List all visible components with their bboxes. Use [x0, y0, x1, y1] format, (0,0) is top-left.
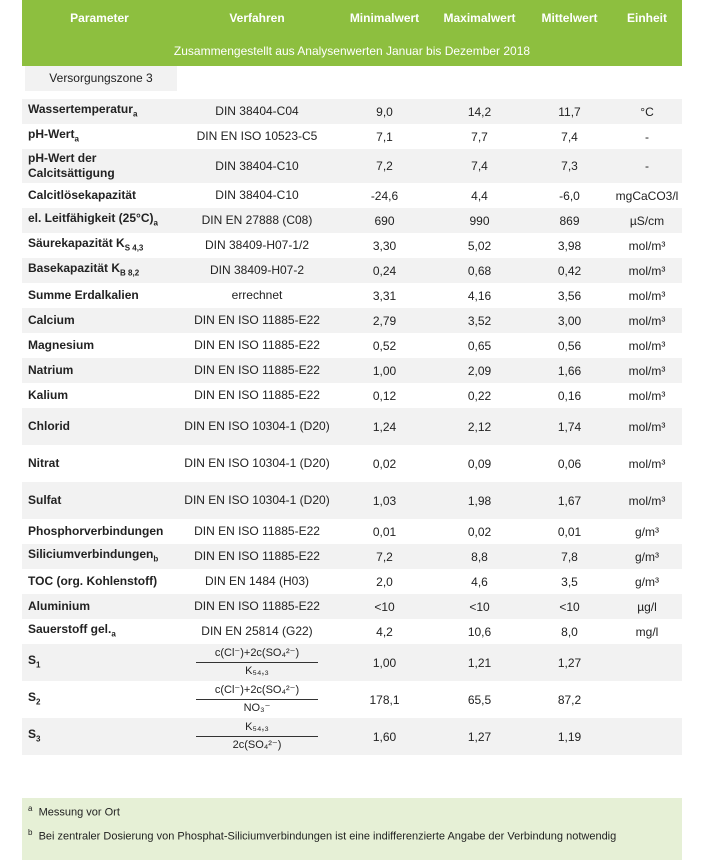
avg-value: 0,01 — [557, 524, 582, 539]
unit-cell: mol/m³ — [628, 238, 666, 253]
footnotes — [22, 798, 682, 860]
parameter-subscript: S 4,3 — [124, 243, 144, 253]
parameter-name: Sauerstoff gel. — [28, 621, 112, 636]
parameter-name: Basekapazität K — [28, 260, 121, 275]
avg-value: 7,3 — [561, 159, 578, 173]
table-row — [22, 594, 682, 619]
parameter-subscript: a — [74, 134, 79, 144]
max-value: <10 — [469, 599, 490, 614]
method-cell: DIN EN ISO 11885-E22 — [194, 524, 320, 538]
parameter-name: pH-Wert der Calcitsättigung — [28, 151, 115, 180]
table-row — [22, 383, 682, 408]
avg-value: 869 — [559, 213, 580, 228]
parameter-name: Summe Erdalkalien — [28, 288, 139, 302]
parameter-cell — [22, 313, 177, 328]
avg-value: <10 — [559, 599, 580, 614]
method-cell — [177, 683, 337, 716]
formula-numerator: K₅₄,₃ — [196, 720, 318, 737]
parameter-name: S — [28, 652, 37, 667]
parameter-subscript: a — [111, 629, 116, 639]
min-value: 1,00 — [372, 655, 397, 670]
method-cell: DIN EN ISO 10304-1 (D20) — [184, 493, 330, 507]
unit-cell: mol/m³ — [628, 388, 666, 403]
avg-value: 3,5 — [561, 574, 578, 589]
parameter-cell — [22, 574, 177, 589]
min-value: 2,0 — [376, 574, 393, 589]
max-value: 3,52 — [467, 313, 492, 328]
parameter-subscript: b — [153, 554, 159, 564]
min-value: -24,6 — [370, 188, 399, 203]
method-cell: DIN EN 25814 (G22) — [201, 624, 313, 638]
max-value: 10,6 — [467, 624, 492, 639]
header-subtitle: Zusammengestellt aus Analysenwerten Januar bis Dezember 2018 — [173, 44, 531, 58]
parameter-cell — [22, 599, 177, 614]
parameter-cell — [22, 690, 177, 709]
table-row — [22, 445, 682, 482]
avg-value: 0,06 — [557, 456, 582, 471]
parameter-cell — [22, 547, 177, 566]
avg-value: 7,8 — [561, 549, 578, 564]
unit-cell: g/m³ — [635, 549, 659, 564]
col-maximalwert: Maximalwert — [443, 11, 516, 25]
formula-denominator: NO₃⁻ — [243, 702, 271, 714]
max-value: 1,98 — [467, 493, 492, 508]
min-value: 0,12 — [372, 388, 397, 403]
parameter-cell — [22, 493, 177, 508]
zone-label: Versorgungszone 3 — [25, 66, 177, 91]
parameter-name: Säurekapazität K — [28, 235, 125, 250]
table-row — [22, 183, 682, 208]
avg-value: 1,67 — [557, 493, 582, 508]
min-value: 0,24 — [372, 263, 397, 278]
parameter-cell — [22, 727, 177, 746]
unit-cell: mol/m³ — [628, 419, 666, 434]
parameter-cell — [22, 102, 177, 121]
parameter-cell — [22, 388, 177, 403]
table-row — [22, 644, 682, 681]
formula-numerator: c(Cl⁻)+2c(SO₄²⁻) — [196, 646, 318, 663]
table-row — [22, 258, 682, 283]
parameter-cell — [22, 188, 177, 203]
unit-cell: mol/m³ — [628, 493, 666, 508]
method-cell — [177, 646, 337, 679]
method-cell: DIN 38404-C10 — [215, 188, 299, 202]
parameter-name: TOC (org. Kohlenstoff) — [28, 574, 158, 588]
avg-value: -6,0 — [559, 188, 580, 203]
table-row — [22, 308, 682, 333]
min-value: 9,0 — [376, 104, 393, 119]
avg-value: 1,66 — [557, 363, 582, 378]
unit-cell: °C — [640, 104, 654, 119]
max-value: 5,02 — [467, 238, 492, 253]
max-value: 2,09 — [467, 363, 492, 378]
table-row — [22, 482, 682, 519]
table-row — [22, 283, 682, 308]
parameter-name: pH-Wert — [28, 126, 75, 141]
header-row — [22, 0, 682, 36]
footnote-b: $^b$ Bei zentraler Dosierung von Phosphat-Siliciumverbindungen ist eine indifferenzierte Angabe der Verbindung notwendig — [28, 828, 617, 843]
formula-denominator: K₅₄,₃ — [245, 665, 269, 677]
parameter-name: Calcitlösekapazität — [28, 188, 137, 202]
ratio-formula — [177, 646, 337, 679]
min-value: 178,1 — [369, 692, 400, 707]
method-cell: DIN EN 27888 (C08) — [201, 213, 313, 227]
parameter-cell — [22, 363, 177, 378]
method-cell: errechnet — [231, 288, 283, 302]
footnote-a: $^a$ Messung vor Ort — [28, 804, 120, 819]
parameter-name: Calcium — [28, 313, 75, 327]
min-value: 1,00 — [372, 363, 397, 378]
avg-value: 0,42 — [557, 263, 582, 278]
unit-cell: µg/l — [637, 599, 657, 614]
max-value: 7,4 — [471, 159, 488, 173]
method-cell: DIN 38404-C04 — [215, 104, 299, 118]
unit-cell: mol/m³ — [628, 456, 666, 471]
unit-cell: g/m³ — [635, 524, 659, 539]
parameter-name: el. Leitfähigkeit (25°C) — [28, 210, 154, 225]
max-value: 1,27 — [467, 729, 492, 744]
method-cell — [177, 720, 337, 753]
unit-cell: mgCaCO3/l — [615, 188, 679, 203]
table-row — [22, 681, 682, 718]
min-value: 0,01 — [372, 524, 397, 539]
min-value: 2,79 — [372, 313, 397, 328]
parameter-subscript: 2 — [36, 697, 41, 707]
method-cell: DIN EN 1484 (H03) — [204, 574, 310, 588]
max-value: 0,22 — [467, 388, 492, 403]
avg-value: 0,16 — [557, 388, 582, 403]
min-value: 4,2 — [376, 624, 393, 639]
table-header — [22, 0, 682, 66]
max-value: 1,21 — [467, 655, 492, 670]
col-minimalwert: Minimalwert — [349, 11, 420, 25]
min-value: 1,03 — [372, 493, 397, 508]
avg-value: 0,56 — [557, 338, 582, 353]
parameter-cell — [22, 622, 177, 641]
parameter-name: Phosphorverbindungen — [28, 524, 164, 538]
method-cell: DIN EN ISO 11885-E22 — [194, 599, 320, 613]
max-value: 7,7 — [471, 129, 488, 144]
method-cell: DIN EN ISO 11885-E22 — [194, 313, 320, 327]
unit-cell: mol/m³ — [628, 338, 666, 353]
min-value: 690 — [374, 213, 395, 228]
parameter-cell — [22, 211, 177, 230]
unit-cell: - — [645, 159, 649, 173]
parameter-name: S — [28, 689, 37, 704]
max-value: 0,09 — [467, 456, 492, 471]
table-row — [22, 99, 682, 124]
parameter-name: S — [28, 726, 37, 741]
table-row — [22, 408, 682, 445]
parameter-name: Aluminium — [28, 599, 90, 613]
unit-cell: mol/m³ — [628, 363, 666, 378]
parameter-cell — [22, 261, 177, 280]
table-row — [22, 333, 682, 358]
unit-cell: µS/cm — [629, 213, 665, 228]
table-row — [22, 544, 682, 569]
unit-cell: mol/m³ — [628, 263, 666, 278]
col-einheit: Einheit — [626, 11, 667, 25]
ratio-formula — [177, 683, 337, 716]
parameter-name: Kalium — [28, 388, 69, 402]
water-analysis-table — [22, 0, 682, 843]
min-value: 1,60 — [372, 729, 397, 744]
table-row — [22, 619, 682, 644]
table-row — [22, 718, 682, 755]
parameter-subscript: 1 — [36, 660, 41, 670]
max-value: 0,68 — [467, 263, 492, 278]
formula-numerator: c(Cl⁻)+2c(SO₄²⁻) — [196, 683, 318, 700]
max-value: 4,4 — [471, 188, 488, 203]
parameter-name: Wassertemperatur — [28, 101, 133, 116]
parameter-cell — [22, 236, 177, 255]
method-cell: DIN EN ISO 11885-E22 — [194, 549, 320, 563]
table-row — [22, 124, 682, 149]
parameter-subscript: a — [132, 109, 138, 119]
parameter-name: Sulfat — [28, 493, 62, 507]
parameter-cell — [22, 151, 177, 181]
unit-cell: mol/m³ — [628, 313, 666, 328]
max-value: 990 — [469, 213, 490, 228]
min-value: 1,24 — [372, 419, 397, 434]
parameter-subscript: B 8,2 — [120, 268, 140, 278]
avg-value: 3,98 — [557, 238, 582, 253]
avg-value: 3,56 — [557, 288, 582, 303]
min-value: 0,02 — [372, 456, 397, 471]
parameter-cell — [22, 524, 177, 539]
max-value: 4,6 — [471, 574, 488, 589]
min-value: <10 — [374, 599, 395, 614]
min-value: 0,52 — [372, 338, 397, 353]
method-cell: DIN EN ISO 10304-1 (D20) — [184, 419, 330, 433]
avg-value: 3,00 — [557, 313, 582, 328]
parameter-name: Natrium — [28, 363, 74, 377]
method-cell: DIN EN ISO 11885-E22 — [194, 363, 320, 377]
ratio-formula — [177, 720, 337, 753]
unit-cell: mg/l — [635, 624, 659, 639]
table-row — [22, 233, 682, 258]
max-value: 65,5 — [467, 692, 492, 707]
parameter-cell — [22, 127, 177, 146]
table-row — [22, 149, 682, 183]
max-value: 4,16 — [467, 288, 492, 303]
parameter-cell — [22, 338, 177, 353]
avg-value: 7,4 — [561, 129, 578, 144]
table-row — [22, 208, 682, 233]
parameter-subscript: a — [153, 218, 158, 228]
formula-denominator: 2c(SO₄²⁻) — [232, 739, 282, 751]
parameter-name: Chlorid — [28, 419, 70, 433]
max-value: 0,65 — [467, 338, 492, 353]
min-value: 7,1 — [376, 129, 393, 144]
table-row — [22, 358, 682, 383]
avg-value: 1,19 — [557, 729, 582, 744]
avg-value: 87,2 — [557, 692, 582, 707]
parameter-name: Nitrat — [28, 456, 60, 470]
max-value: 8,8 — [471, 549, 488, 564]
max-value: 14,2 — [467, 104, 492, 119]
col-mittelwert: Mittelwert — [541, 11, 598, 25]
parameter-name: Magnesium — [28, 338, 95, 352]
method-cell: DIN EN ISO 10304-1 (D20) — [184, 456, 330, 470]
method-cell: DIN 38409-H07-1/2 — [204, 238, 310, 252]
method-cell: DIN 38409-H07-2 — [209, 263, 305, 277]
min-value: 3,30 — [372, 238, 397, 253]
unit-cell: - — [645, 129, 649, 144]
method-cell: DIN EN ISO 11885-E22 — [194, 338, 320, 352]
avg-value: 11,7 — [558, 104, 581, 119]
max-value: 0,02 — [467, 524, 492, 539]
min-value: 7,2 — [376, 549, 393, 564]
parameter-name: Siliciumverbindungen — [28, 546, 154, 561]
min-value: 7,2 — [376, 159, 393, 173]
table-body — [22, 99, 682, 755]
parameter-subscript: 3 — [36, 734, 41, 744]
zone-row — [22, 66, 682, 91]
method-cell: DIN 38404-C10 — [215, 158, 299, 173]
avg-value: 1,74 — [557, 419, 582, 434]
unit-cell: g/m³ — [635, 574, 659, 589]
parameter-cell — [22, 653, 177, 672]
parameter-cell — [22, 419, 177, 434]
max-value: 2,12 — [467, 419, 492, 434]
col-parameter: Parameter — [70, 11, 129, 25]
unit-cell: mol/m³ — [628, 288, 666, 303]
avg-value: 1,27 — [557, 655, 582, 670]
table-row — [22, 519, 682, 544]
min-value: 3,31 — [372, 288, 397, 303]
parameter-cell — [22, 456, 177, 471]
avg-value: 8,0 — [561, 624, 578, 639]
table-row — [22, 569, 682, 594]
method-cell: DIN EN ISO 10523-C5 — [196, 129, 318, 143]
parameter-cell — [22, 288, 177, 303]
method-cell: DIN EN ISO 11885-E22 — [194, 388, 320, 402]
col-verfahren: Verfahren — [229, 11, 285, 25]
